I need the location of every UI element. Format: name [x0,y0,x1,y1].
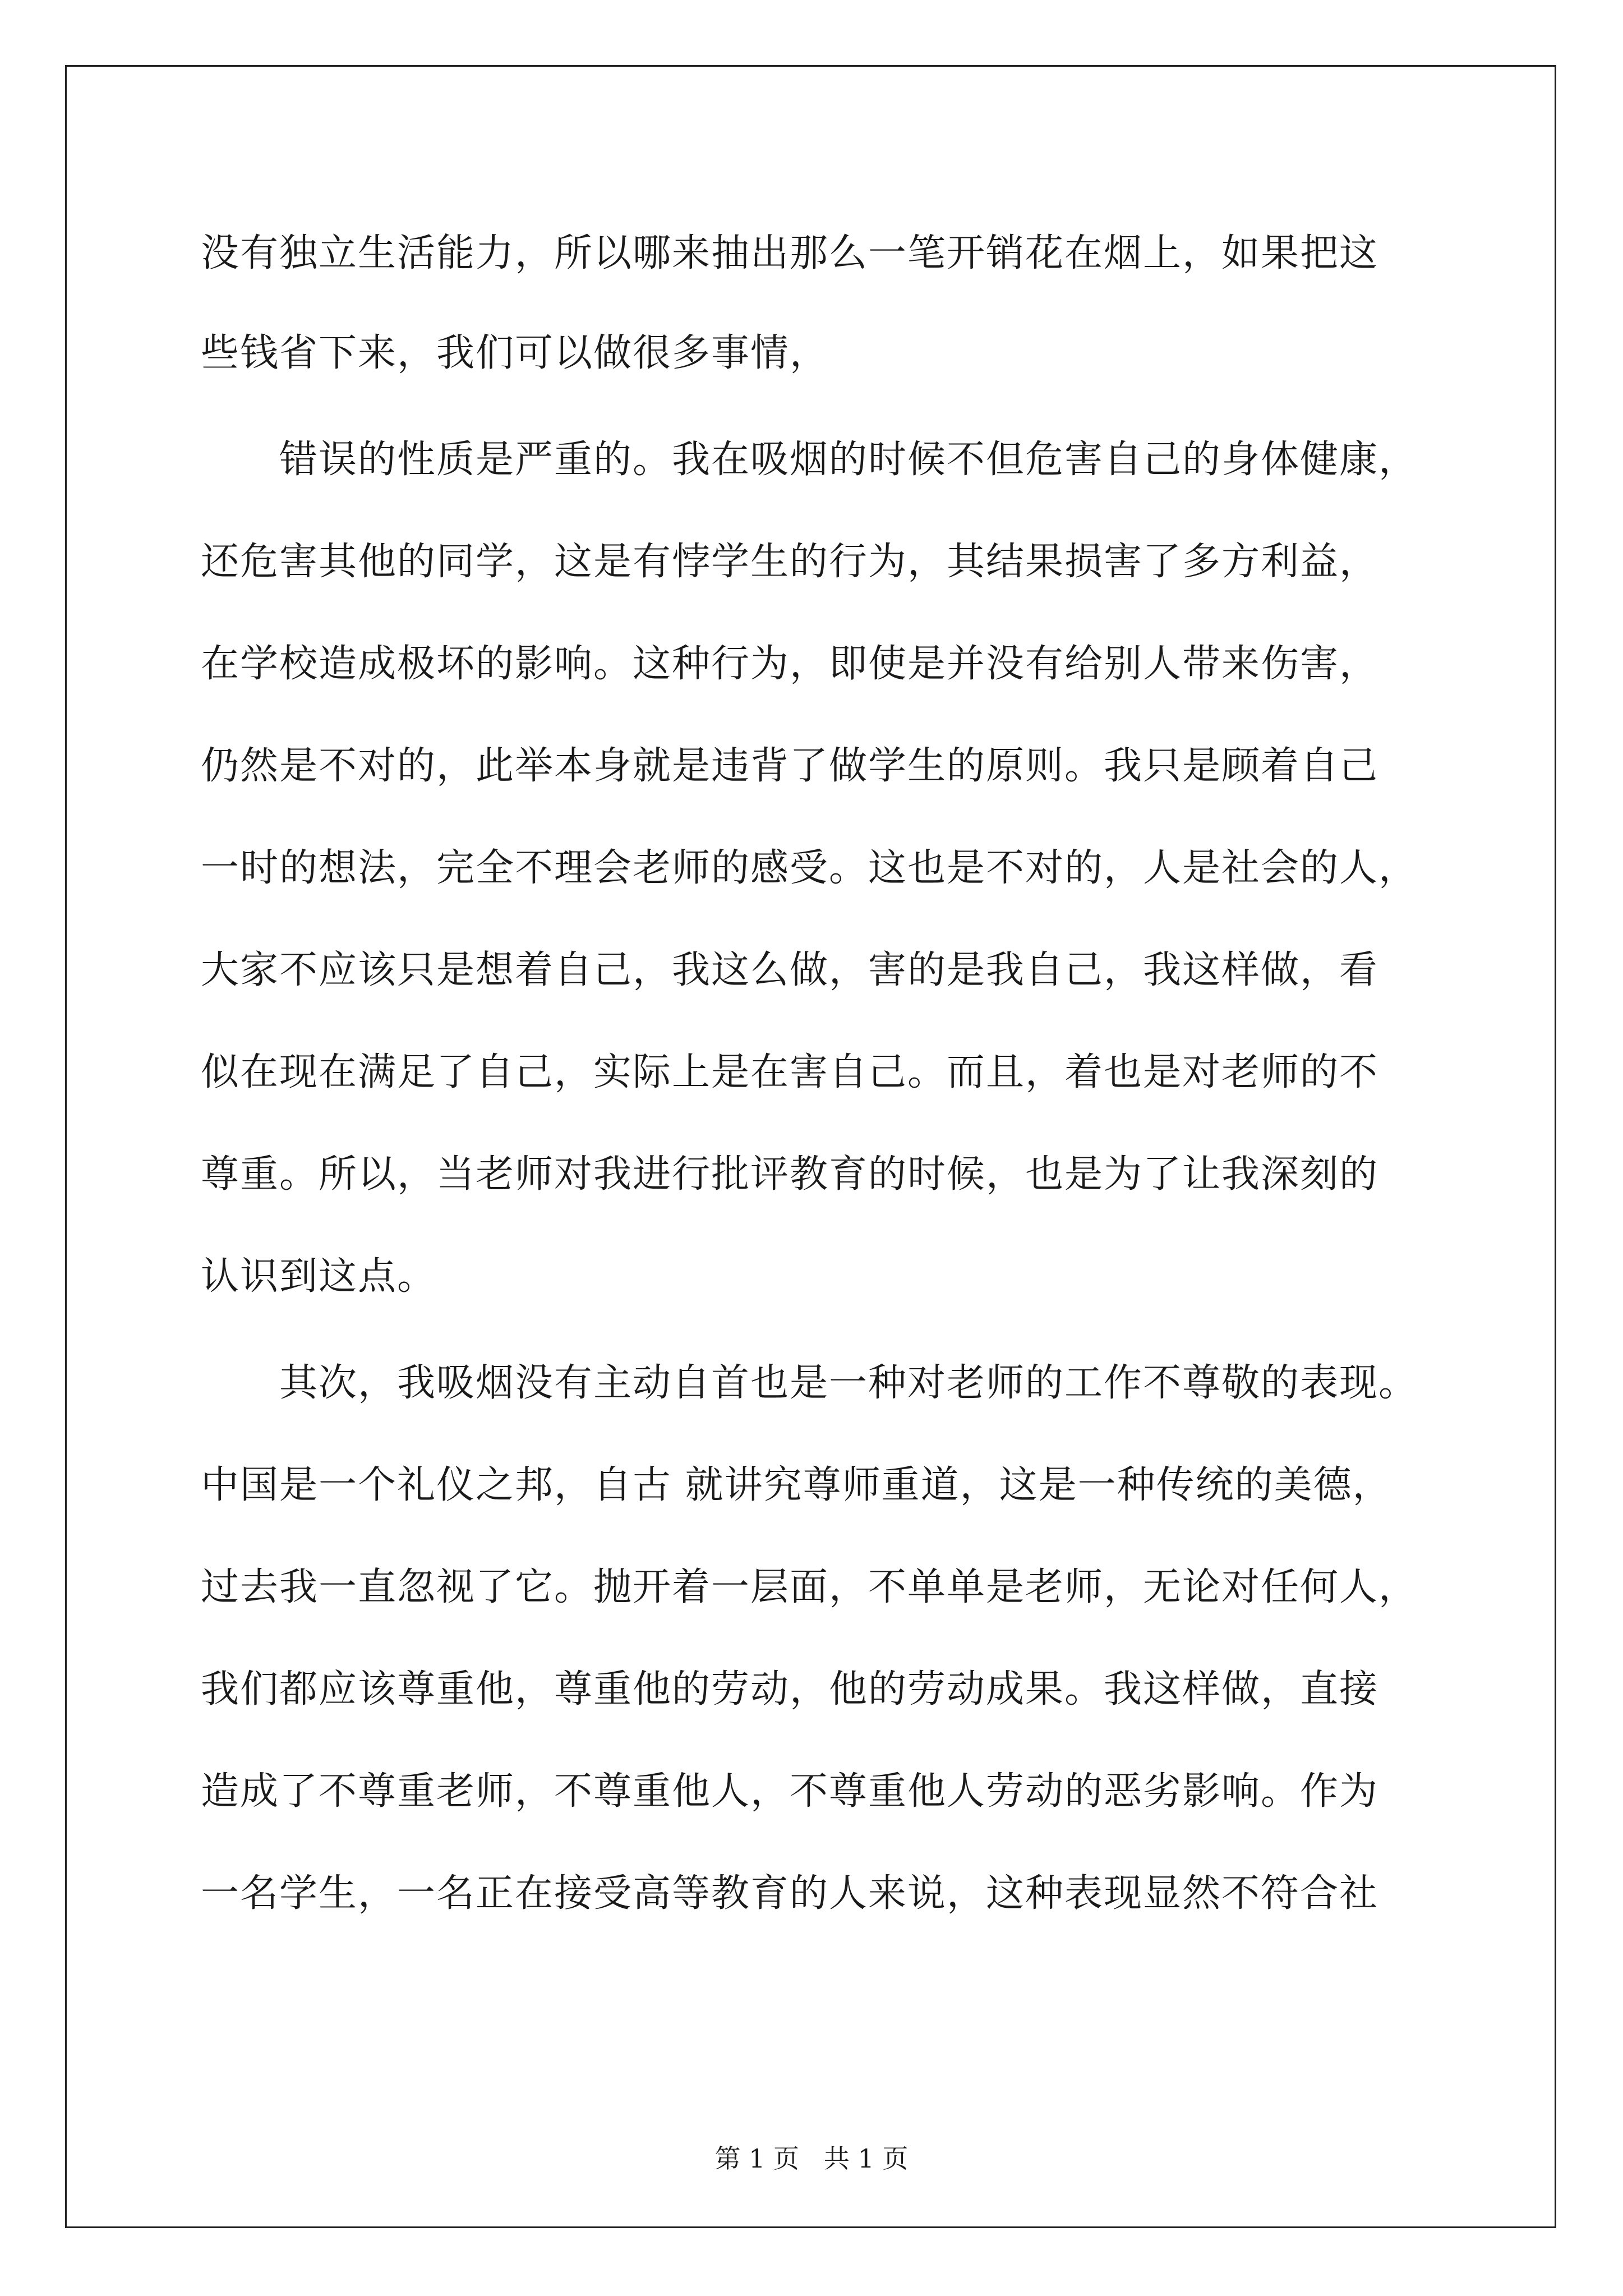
text-line-15: 我们都应该尊重他，尊重他的劳动，他的劳动成果。我这样做，直接 [201,1667,1379,1711]
text-line-10: 尊重。所以，当老师对我进行批评教育的时候，也是为了让我深刻的 [201,1152,1379,1197]
text-line-5: 在学校造成极坏的影响。这种行为，即使是并没有给别人带来伤害， [201,642,1379,686]
text-line-17: 一名学生，一名正在接受高等教育的人来说，这种表现显然不符合社 [201,1871,1379,1916]
text-line-13: 中国是一个礼仪之邦，自古 就讲究尊师重道，这是一种传统的美德， [201,1463,1392,1507]
text-line-6: 仍然是不对的，此举本身就是违背了做学生的原则。我只是顾着自己 [201,744,1379,788]
text-line-3: 错误的性质是严重的。我在吸烟的时候不但危害自己的身体健康， [201,438,1418,482]
page-number-footer: 第 1 页 共 1 页 [714,2143,909,2174]
text-line-12: 其次，我吸烟没有主动自首也是一种对老师的工作不尊敬的表现。 [201,1361,1418,1405]
text-line-1: 没有独立生活能力，所以哪来抽出那么一笔开销花在烟上，如果把这 [201,231,1379,275]
text-line-2: 些钱省下来，我们可以做很多事情， [201,331,829,375]
text-line-8: 大家不应该只是想着自己，我这么做，害的是我自己，我这样做，看 [201,948,1379,992]
text-line-14: 过去我一直忽视了它。抛开着一层面，不单单是老师，无论对任何人， [201,1565,1418,1609]
text-line-7: 一时的想法，完全不理会老师的感受。这也是不对的，人是社会的人， [201,846,1418,890]
text-line-11: 认识到这点。 [201,1254,437,1299]
text-line-4: 还危害其他的同学，这是有悖学生的行为，其结果损害了多方利益， [201,540,1379,584]
text-line-9: 似在现在满足了自己，实际上是在害自己。而且，着也是对老师的不 [201,1050,1379,1094]
text-line-16: 造成了不尊重老师，不尊重他人，不尊重他人劳动的恶劣影响。作为 [201,1769,1379,1814]
